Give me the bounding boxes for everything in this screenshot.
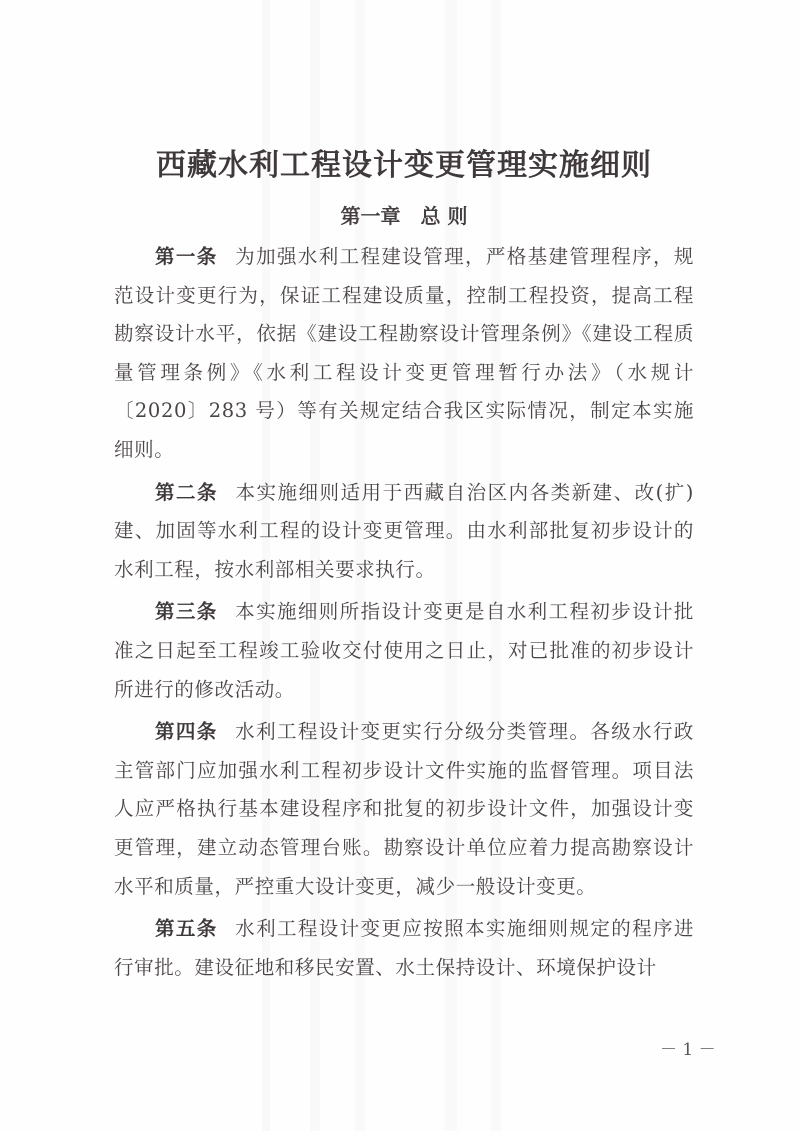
article-text: 水利工程设计变更应按照本实施细则规定的程序进行审批。建设征地和移民安置、水土保持设计、环境保护设计 [114, 917, 694, 979]
article-label: 第一条 [154, 245, 218, 268]
article-label: 第二条 [154, 480, 218, 504]
article-label: 第三条 [154, 600, 218, 624]
document-body [114, 238, 694, 991]
article-text: 本实施细则所指设计变更是自水利工程初步设计批准之日起至工程竣工验收交付使用之日止，对已批准的初步设计所进行的修改活动。 [114, 600, 694, 701]
article-text: 本实施细则适用于西藏自治区内各类新建、改(扩)建、加固等水利工程的设计变更管理。由水利部批复初步设计的水利工程，按水利部相关要求执行。 [114, 480, 694, 581]
article-1 [114, 238, 694, 470]
article-5 [114, 910, 694, 987]
page-number: － 1 － [660, 1040, 716, 1060]
document-title: 西藏水利工程设计变更管理实施细则 [156, 148, 652, 183]
chapter-heading: 第一章 总 则 [340, 204, 468, 228]
article-2 [114, 474, 694, 590]
article-label: 第五条 [154, 917, 218, 941]
article-label: 第四条 [154, 720, 218, 744]
article-text: 为加强水利工程建设管理，严格基建管理程序，规范设计变更行为，保证工程建设质量，控制工程投资，提高工程勘察设计水平，依据《建设工程勘察设计管理条例》《建设工程质量管理条例》《水利工程设计变更管理暂行办法》（水规计〔2020〕283 号）等有关规定结合我区实际情况，制定本实施细则。 [114, 245, 694, 461]
article-4 [114, 713, 694, 906]
article-text: 水利工程设计变更实行分级分类管理。各级水行政主管部门应加强水利工程初步设计文件实施的监督管理。项目法人应严格执行基本建设程序和批复的初步设计文件，加强设计变更管理，建立动态管理台账。勘察设计单位应着力提高勘察设计水平和质量，严控重大设计变更，减少一般设计变更。 [114, 720, 694, 898]
article-3 [114, 593, 694, 709]
